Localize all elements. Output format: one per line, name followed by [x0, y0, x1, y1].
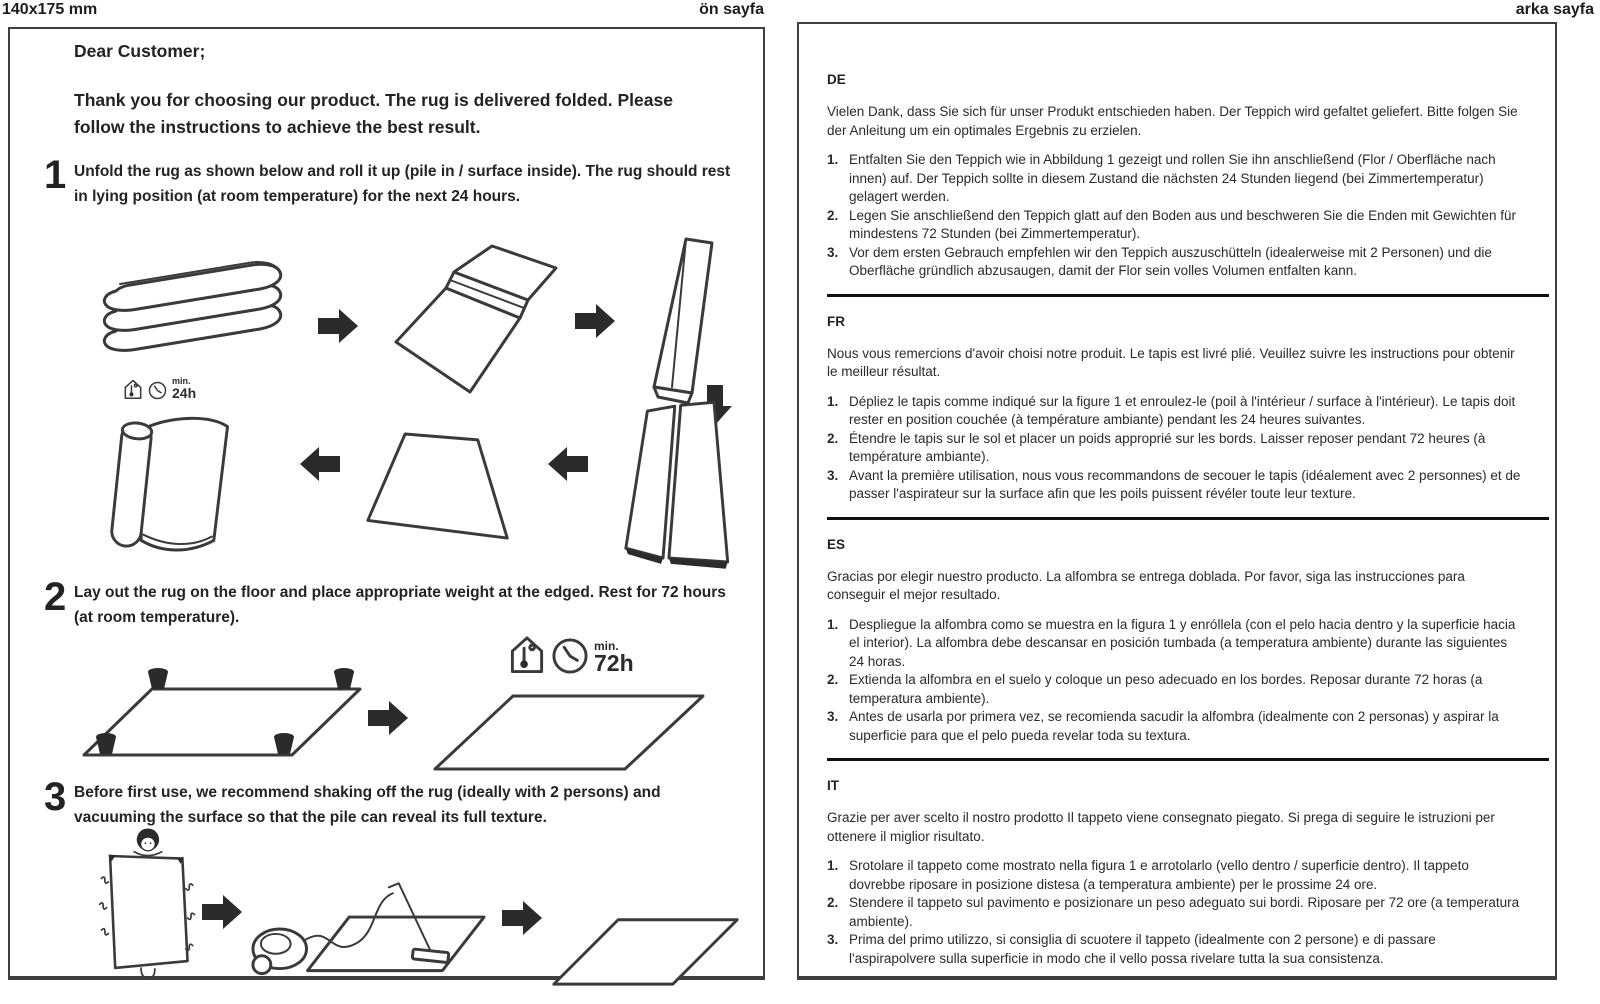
- item-number: 2.: [827, 430, 839, 446]
- item-text: Antes de usarla por primera vez, se recomienda sacudir la alfombra (idealmente con 2 personas) y aspirar la superficie para que el pelo pueda revelar toda su textura.: [849, 709, 1499, 743]
- item-number: 1.: [827, 152, 839, 167]
- item-number: 1.: [827, 616, 839, 632]
- list-item: [827, 671, 1523, 708]
- instruction-list: [827, 393, 1523, 504]
- open-rug-illustration: [358, 421, 520, 556]
- section-intro: Nous vous remercions d'avoir choisi notre produit. Le tapis est livré plié. Veuillez suivre les instructions pour obtenir le meilleur résultat.: [827, 345, 1515, 379]
- language-label: FR: [827, 313, 845, 329]
- weighted-rug-illustration: [76, 657, 366, 775]
- unfolding-rug-illustration: [388, 234, 560, 394]
- weight-icon: [334, 668, 354, 689]
- resting-rug-illustration: [425, 674, 710, 779]
- arrow-right-icon: [368, 701, 408, 735]
- language-label: DE: [827, 72, 846, 87]
- item-text: Étendre le tapis sur le sol et placer un poids approprié sur les bords. Laisser reposer pendant 72 heures (à température ambiante).: [849, 430, 1486, 464]
- instruction-list: [827, 616, 1523, 746]
- item-text: Extienda la alfombra en el suelo y coloque un peso adecuado en los bordes. Reposar durante 72 horas (a temperatura ambiente).: [849, 672, 1483, 706]
- item-text: Entfalten Sie den Teppich wie in Abbildung 1 gezeigt und rollen Sie ihn anschließend (Flor / Oberfläche nach innen) auf. Der Teppich sollte in diesem Zustand die nächsten 24 Stunden liegend (bei Zimmertemperatur) gelagert werden.: [849, 152, 1496, 204]
- intro-paragraph: Thank you for choosing our product. The rug is delivered folded. Please follow the instructions to achieve the best result.: [74, 90, 673, 137]
- step-2-number: 2: [44, 575, 67, 619]
- section-it: [827, 778, 1523, 968]
- room-temperature-icon: [508, 633, 546, 675]
- step-1-text: Unfold the rug as shown below and roll it up (pile in / surface inside). The rug should rest in lying position (at room temperature) for the next 24 hours.: [74, 163, 731, 205]
- item-text: Avant la première utilisation, nous vous recommandons de secouer le tapis (idéalement avec 2 personnes) et de passer l'aspirateur sur la surface afin que les poils puissent révéler toute leur texture.: [849, 467, 1521, 501]
- item-number: 3.: [827, 467, 839, 483]
- item-number: 3.: [827, 932, 839, 947]
- instruction-list: [827, 857, 1523, 968]
- item-number: 1.: [827, 393, 839, 409]
- arrow-left-icon: [548, 447, 588, 481]
- step-2-text: Lay out the rug on the floor and place appropriate weight at the edged. Rest for 72 hours (at room temperature).: [74, 584, 726, 626]
- front-page-label: ön sayfa: [699, 1, 764, 18]
- item-number: 1.: [827, 858, 839, 873]
- language-label: IT: [827, 778, 839, 793]
- room-temperature-icon: [123, 378, 143, 400]
- front-page: [8, 27, 765, 980]
- item-text: Dépliez le tapis comme indiqué sur la figure 1 et enroulez-le (poil à l'intérieur / surface à l'intérieur). Le tapis doit rester en position couchée (à température ambiante) pendant les 24 heures suivantes.: [849, 393, 1516, 427]
- rest-24h-badge: [123, 377, 196, 400]
- list-item: [827, 207, 1523, 244]
- section-divider: [827, 758, 1549, 761]
- item-text: Vor dem ersten Gebrauch empfehlen wir den Teppich auszuschütteln (idealerweise mit 2 Personen) und die Oberfläche gründlich abzusaugen, damit der Flor sein volles Volumen entfalten kann.: [849, 244, 1492, 278]
- list-item: [827, 708, 1523, 745]
- section-es: [827, 537, 1523, 746]
- list-item: [827, 616, 1523, 672]
- list-item: [827, 151, 1523, 207]
- language-label: ES: [827, 536, 846, 552]
- half-folded-panels-illustration: [618, 391, 760, 583]
- duration-24h: 24h: [172, 385, 197, 401]
- item-number: 2.: [827, 672, 839, 687]
- rolled-rug-illustration: [102, 401, 254, 573]
- item-number: 3.: [827, 244, 839, 260]
- section-divider: [827, 517, 1549, 520]
- list-item: [827, 857, 1523, 894]
- step-1-number: 1: [44, 153, 67, 197]
- item-number: 2.: [827, 207, 839, 223]
- section-de: [827, 72, 1523, 281]
- back-page: [797, 22, 1557, 980]
- section-intro: Grazie per aver scelto il nostro prodotto Il tappeto viene consegnato piegato. Si prega di seguire le istruzioni per ottenere il miglior risultato.: [827, 810, 1495, 844]
- duration-72h: 72h: [594, 650, 634, 676]
- item-text: Stendere il tappeto sul pavimento e posizionare un peso adeguato sui bordi. Riposare per 72 ore (a temperatura ambiente).: [849, 895, 1520, 929]
- item-text: Srotolare il tappeto come mostrato nella figura 1 e arrotolarlo (vello dentro / superficie dentro). Il tappeto dovrebbe riposare in posizione distesa (a temperatura ambiente) per le prossime 24 ore.: [849, 858, 1469, 892]
- vacuuming-rug-illustration: [246, 867, 494, 985]
- section-intro: Vielen Dank, dass Sie sich für unser Produkt entschieden haben. Der Teppich wird gefaltet geliefert. Bitte folgen Sie der Anleitung um ein optimales Ergebnis zu erzielen.: [827, 104, 1518, 138]
- step-3-text: Before first use, we recommend shaking off the rug (ideally with 2 persons) and vacuuming the surface so that the pile can reveal its full texture.: [74, 784, 661, 826]
- list-item: [827, 467, 1523, 504]
- section-intro: Gracias por elegir nuestro producto. La alfombra se entrega doblada. Por favor, siga las instrucciones para conseguir el mejor resultado.: [827, 568, 1465, 602]
- clock-icon: [551, 637, 589, 675]
- list-item: [827, 430, 1523, 467]
- item-text: Despliegue la alfombra como se muestra en la figura 1 y enróllela (con el pelo hacia dentro y la superficie hacia el interior). La alfombra debe descansar en posición tumbada (a temperatura ambiente) durante las siguientes 24 horas.: [849, 616, 1516, 669]
- item-number: 3.: [827, 709, 839, 724]
- item-text: Prima del primo utilizzo, si consiglia di scuotere il tappeto (idealmente con 2 persone) e di passare l'aspirapolvere sulla superficie in modo che il vello possa rivelare tutta la sua consistenza.: [849, 932, 1436, 966]
- arrow-right-icon: [202, 895, 242, 929]
- item-text: Legen Sie anschließend den Teppich glatt auf den Boden aus und beschweren Sie die Enden mit Gewichten für mindestens 72 Stunden (bei Zimmertemperatur).: [849, 207, 1516, 241]
- back-page-label: arka sayfa: [1515, 1, 1594, 18]
- format-size-label: 140x175 mm: [2, 1, 98, 18]
- arrow-left-icon: [300, 447, 340, 481]
- person-shaking-rug-illustration: [90, 825, 205, 980]
- rest-72h-badge: [508, 633, 634, 675]
- step-3-number: 3: [44, 775, 67, 819]
- instruction-list: [827, 151, 1523, 281]
- item-number: 2.: [827, 895, 839, 910]
- arrow-right-icon: [575, 304, 615, 338]
- list-item: [827, 393, 1523, 430]
- min-label: min.: [594, 639, 619, 653]
- min-label: min.: [172, 376, 191, 386]
- section-divider: [827, 294, 1549, 297]
- greeting: Dear Customer;: [74, 41, 206, 61]
- list-item: [827, 894, 1523, 931]
- arrow-right-icon: [502, 901, 542, 935]
- section-fr: [827, 314, 1523, 504]
- finished-rug-illustration: [546, 907, 746, 992]
- weight-icon: [148, 668, 168, 689]
- folded-rug-illustration: [90, 237, 302, 365]
- arrow-right-icon: [318, 309, 358, 343]
- list-item: [827, 931, 1523, 968]
- clock-icon: [148, 381, 167, 400]
- list-item: [827, 244, 1523, 281]
